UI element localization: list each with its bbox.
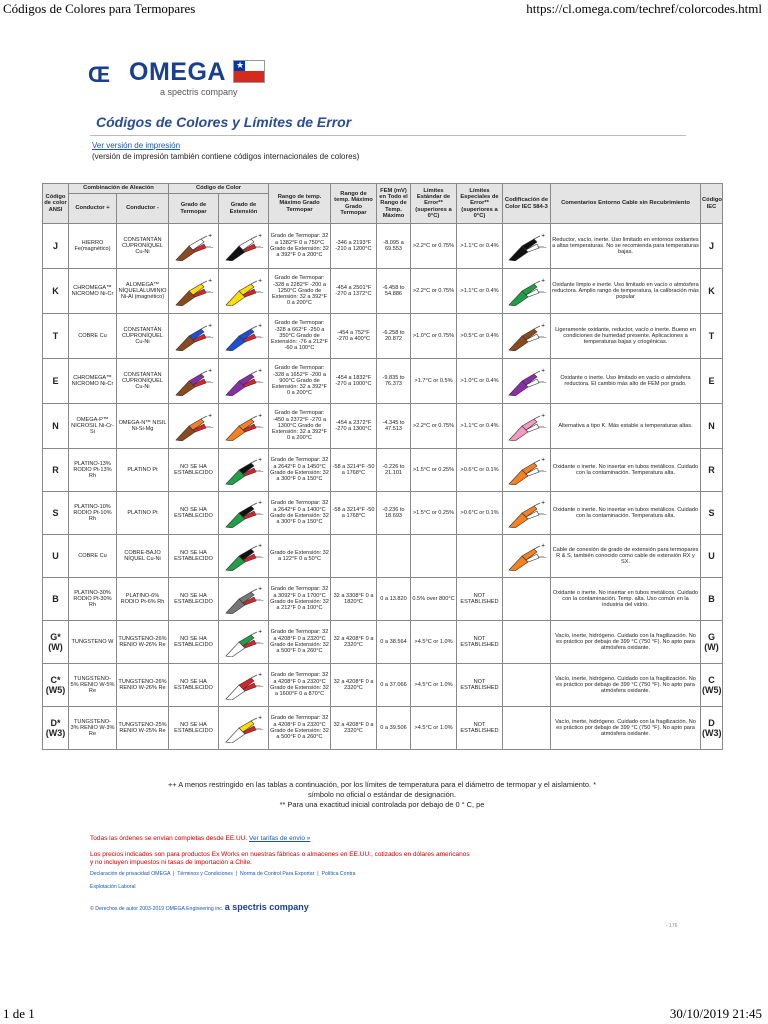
cell-emf: -9.835 to 76.373 — [377, 359, 411, 404]
cell-conductor-neg: TUNGSTENO-26% RENIO W-26% Re — [117, 664, 169, 707]
cell-special-limits: >0.6°C or 0.1% — [457, 492, 503, 535]
cell-emf: 0 a 38.564 — [377, 621, 411, 664]
cell-emf: -6.458 to 54.886 — [377, 269, 411, 314]
cell-ansi-code: N — [43, 404, 69, 449]
cell-special-limits: NOT ESTABLISHED — [457, 707, 503, 750]
cell-range: Grado de Termopar: -328 a 662°F -250 a 350°C Grado de Extensión: -76 a 212°F -60 a 100°C — [269, 314, 331, 359]
svg-text:–: – — [260, 641, 263, 647]
iec-color-swatch-icon — [506, 455, 548, 485]
cell-iec-color — [503, 578, 551, 621]
iec-color-swatch-icon — [506, 276, 548, 306]
tc-color-swatch-icon — [173, 231, 215, 261]
svg-text:+: + — [257, 629, 262, 635]
cell-emf: 0 a 13.820 — [377, 578, 411, 621]
cell-conductor-neg: TUNGSTENO-25% RENIO W-25% Re — [117, 707, 169, 750]
svg-text:–: – — [260, 598, 263, 604]
cell-conductor-neg: PLATINO Pt — [117, 492, 169, 535]
cell-range: Grado de Extensión: 32 a 122°F 0 a 50°C — [269, 535, 331, 578]
svg-text:+: + — [257, 457, 262, 463]
order-text: Todas las órdenes se envían completas desde EE.UU. — [90, 835, 248, 842]
export-link[interactable]: Norma de Control Para Exportar — [239, 871, 315, 877]
cell-max-range: -454 a 2372°F -270 a 1300°C — [331, 404, 377, 449]
cell-conductor-neg: OMEGA-N™ NISIL Ni-Si-Mg — [117, 404, 169, 449]
svg-text:+: + — [540, 278, 545, 284]
cell-grade-tc: NO SE HA ESTABLECIDO — [169, 449, 219, 492]
cell-range: Grado de Termopar: 32 a 2642°F 0 a 1450°C Grado de Extensión: 32 a 300°F 0 a 150°C — [269, 449, 331, 492]
cell-conductor-neg: PLATINO Pt — [117, 449, 169, 492]
svg-text:+: + — [257, 500, 262, 506]
svg-text:–: – — [543, 290, 546, 296]
labor-link[interactable]: Explotación Laboral — [90, 884, 136, 890]
svg-text:–: – — [260, 727, 263, 733]
cell-iec-code: R — [701, 449, 723, 492]
print-version-link[interactable]: Ver versión de impresión — [92, 141, 181, 150]
cell-grade-ext — [219, 492, 269, 535]
cell-emf: 0 a 37.066 — [377, 664, 411, 707]
cell-max-range: 32 a 3308°F 0 a 1820°C — [331, 578, 377, 621]
cell-special-limits: NOT ESTABLISHED — [457, 578, 503, 621]
cell-conductor-pos: COBRE Cu — [69, 535, 117, 578]
cell-comments: Vacío, inerte, hidrógeno. Cuidado con la fragilización. No es práctico por debajo de 399 °C (750 °F). No apto para atmósfera oxidante. — [551, 707, 701, 750]
svg-text:+: + — [540, 323, 545, 329]
cell-conductor-neg: CONSTANTÁN CUPRONÍQUEL Cu-Ni — [117, 359, 169, 404]
cell-conductor-neg: CONSTANTÁN CUPRONÍQUEL Cu-Ni — [117, 224, 169, 269]
cell-ansi-code: E — [43, 359, 69, 404]
table-row — [43, 404, 723, 449]
cell-ansi-code: D* (W3) — [43, 707, 69, 750]
svg-text:–: – — [543, 469, 546, 475]
cell-max-range: -454 a 2501°F -270 a 1372°C — [331, 269, 377, 314]
footnotes — [42, 780, 722, 810]
cell-ansi-code: R — [43, 449, 69, 492]
cell-conductor-neg: PLATINO-6% RODIO Pt-6% Rh — [117, 578, 169, 621]
cell-ansi-code: S — [43, 492, 69, 535]
title-divider — [90, 135, 686, 136]
cell-special-limits: >1.0°C or 0.4% — [457, 359, 503, 404]
footer-links: Declaración de privacidad OMEGA | Términos y Condiciones | Norma de Control Para Exportar | Política Contra — [90, 871, 356, 877]
cell-grade-tc — [169, 359, 219, 404]
cell-iec-code: C (W5) — [701, 664, 723, 707]
table-row — [43, 314, 723, 359]
svg-text:+: + — [257, 543, 262, 549]
svg-text:+: + — [207, 233, 212, 239]
cell-grade-tc: NO SE HA ESTABLECIDO — [169, 535, 219, 578]
ext-color-swatch-icon — [223, 276, 265, 306]
svg-text:+: + — [257, 323, 262, 329]
page-marker: - 176 — [666, 923, 678, 929]
print-version-note: (versión de impresión también contiene códigos internacionales de colores) — [92, 152, 360, 161]
shipping-rates-link[interactable]: Ver tarifas de envío » — [248, 835, 311, 842]
iec-color-swatch-icon — [506, 231, 548, 261]
cell-conductor-neg: CONSTANTÁN CUPRONÍQUEL Cu-Ni — [117, 314, 169, 359]
ext-color-swatch-icon — [223, 670, 265, 700]
table-row — [43, 492, 723, 535]
th-range-tc: Rango de temp. Máximo Grado Termopar — [331, 184, 377, 224]
svg-text:–: – — [210, 245, 213, 251]
cell-max-range: -58 a 3214°F -50 a 1768°C — [331, 492, 377, 535]
cell-range: Grado de Termopar: 32 a 4208°F 0 a 2320°C Grado de Extensión: 32 a 500°F 0 a 260°C — [269, 707, 331, 750]
cell-max-range: 32 a 4208°F 0 a 2320°C — [331, 621, 377, 664]
cell-iec-color — [503, 224, 551, 269]
cell-comments: Ligeramente oxidante, reductor, vacío o inerte. Bueno en condiciones de humedad presente. Aplicaciones a temperaturas bajas y criogénicas. — [551, 314, 701, 359]
omega-logo-symbol: Œ — [88, 62, 110, 87]
cell-special-limits: >1.1°C or 0.4% — [457, 269, 503, 314]
cell-iec-code: T — [701, 314, 723, 359]
cell-special-limits: NOT ESTABLISHED — [457, 621, 503, 664]
cell-conductor-pos: PLATINO-13% RODIO Pt-13% Rh — [69, 449, 117, 492]
cell-comments: Oxidante o inerte. Uso limitado en vacío o atmósfera reductora. El cambio más alto de FEM por grado. — [551, 359, 701, 404]
cell-special-limits: >1.1°C or 0.4% — [457, 404, 503, 449]
cell-iec-color — [503, 314, 551, 359]
cell-emf — [377, 535, 411, 578]
cell-conductor-pos: CHROMEGA™ NICROMO Ni-Cr — [69, 269, 117, 314]
cell-range: Grado de Termopar: 32 a 3092°F 0 a 1700°C Grado de Extensión: 32 a 212°F 0 a 100°C — [269, 578, 331, 621]
cell-grade-tc — [169, 224, 219, 269]
svg-text:–: – — [260, 512, 263, 518]
cell-iec-code: K — [701, 269, 723, 314]
svg-text:–: – — [210, 335, 213, 341]
cell-conductor-neg: TUNGSTENO-26% RENIO W-26% Re — [117, 621, 169, 664]
cell-grade-ext — [219, 707, 269, 750]
table-row — [43, 621, 723, 664]
cell-iec-color — [503, 449, 551, 492]
svg-text:–: – — [260, 245, 263, 251]
cell-max-range: -346 a 2193°F -210 a 1200°C — [331, 224, 377, 269]
th-std-limits: Límites Estándar de Error** (superiores a 0°C) — [411, 184, 457, 224]
page-title: Códigos de Colores y Límites de Error — [96, 114, 352, 130]
ext-color-swatch-icon — [223, 713, 265, 743]
cell-emf: -4.345 to 47.513 — [377, 404, 411, 449]
svg-text:+: + — [540, 368, 545, 374]
cell-iec-color — [503, 492, 551, 535]
cell-std-limits: >4.5°C or 1.0% — [411, 707, 457, 750]
cell-iec-code: U — [701, 535, 723, 578]
svg-text:–: – — [210, 425, 213, 431]
cell-grade-tc — [169, 269, 219, 314]
tc-color-swatch-icon — [173, 366, 215, 396]
cell-iec-color — [503, 359, 551, 404]
cell-conductor-pos: PLATINO-30% RODIO Pt-30% Rh — [69, 578, 117, 621]
svg-text:+: + — [257, 672, 262, 678]
omega-logo-name: OMEGA — [129, 58, 226, 86]
cell-ansi-code: K — [43, 269, 69, 314]
cell-std-limits: >2.2°C or 0.75% — [411, 224, 457, 269]
cell-std-limits: >4.5°C or 1.0% — [411, 664, 457, 707]
cell-ansi-code: U — [43, 535, 69, 578]
cell-conductor-pos: HIERRO Fe(magnético) — [69, 224, 117, 269]
tc-color-swatch-icon — [173, 321, 215, 351]
browser-url: https://cl.omega.com/techref/colorcodes.html — [526, 1, 762, 16]
cell-grade-ext — [219, 269, 269, 314]
cell-special-limits: >1.1°C or 0.4% — [457, 224, 503, 269]
cell-grade-tc: NO SE HA ESTABLECIDO — [169, 621, 219, 664]
logo-subtitle: a spectris company — [160, 87, 238, 97]
table-row — [43, 707, 723, 750]
cell-emf: 0 a 39.506 — [377, 707, 411, 750]
cell-special-limits — [457, 535, 503, 578]
cell-conductor-pos: CHROMEGA™ NICROMO Ni-Cr — [69, 359, 117, 404]
ext-color-swatch-icon — [223, 627, 265, 657]
cell-conductor-neg: ALOMEGA™ NÍQUELALUMINIO Ni-Al (magnético) — [117, 269, 169, 314]
footnote-2: símbolo no oficial o estándar de designación. — [308, 790, 456, 799]
th-grade-ext: Grado de Extensión — [219, 194, 269, 224]
svg-text:–: – — [260, 555, 263, 561]
omega-logo[interactable] — [88, 60, 268, 100]
cell-grade-ext — [219, 404, 269, 449]
cell-grade-ext — [219, 535, 269, 578]
table-row — [43, 224, 723, 269]
svg-text:–: – — [543, 512, 546, 518]
cell-grade-tc: NO SE HA ESTABLECIDO — [169, 492, 219, 535]
cell-ansi-code: B — [43, 578, 69, 621]
tc-color-swatch-icon — [173, 276, 215, 306]
svg-text:–: – — [260, 469, 263, 475]
table-row — [43, 578, 723, 621]
svg-text:+: + — [540, 543, 545, 549]
table-row — [43, 359, 723, 404]
svg-text:+: + — [257, 278, 262, 284]
cell-conductor-pos: TUNGSTENO-3% RENIO W-3% Re — [69, 707, 117, 750]
cell-conductor-pos: TUNGSTENO-5% RENIO W-5% Re — [69, 664, 117, 707]
cell-conductor-neg: COBRE-BAJO NÍQUEL Cu-Ni — [117, 535, 169, 578]
cell-special-limits: >0.6°C or 0.1% — [457, 449, 503, 492]
cell-comments: Vacío, inerte, hidrógeno. Cuidado con la fragilización. No es práctico por debajo de 399 °C (750 °F). No apto para atmósfera oxidante. — [551, 621, 701, 664]
cell-range: Grado de Termopar: 32 a 4208°F 0 a 2320°C Grado de Extensión: 32 a 1600°F 0 a 870°C — [269, 664, 331, 707]
cell-emf: -8.095 a 69.553 — [377, 224, 411, 269]
table-row — [43, 269, 723, 314]
svg-text:–: – — [543, 425, 546, 431]
th-grade-tc: Grado de Termopar — [169, 194, 219, 224]
order-notice — [90, 835, 310, 842]
cell-std-limits: 0.5% over 800°C — [411, 578, 457, 621]
svg-text:–: – — [260, 684, 263, 690]
table-row — [43, 535, 723, 578]
svg-text:+: + — [257, 586, 262, 592]
th-special-limits: Límites Especiales de Error** (superiores a 0°C) — [457, 184, 503, 224]
cell-std-limits: >1.5°C or 0.25% — [411, 449, 457, 492]
th-ansi: Código de color ANSI — [43, 184, 69, 224]
cell-grade-tc — [169, 404, 219, 449]
iec-color-swatch-icon — [506, 366, 548, 396]
iec-color-swatch-icon — [506, 541, 548, 571]
svg-text:–: – — [543, 245, 546, 251]
ext-color-swatch-icon — [223, 411, 265, 441]
th-conductor-pos: Conductor + — [69, 194, 117, 224]
cell-grade-tc — [169, 314, 219, 359]
cell-comments: Reductor, vacío, inerte. Uso limitado en entornos oxidantes a altas temperaturas. No se recomienda para temperaturas bajas. — [551, 224, 701, 269]
svg-text:–: – — [260, 380, 263, 386]
cell-max-range: -58 a 3214°F -50 a 1768°C — [331, 449, 377, 492]
cell-ansi-code: T — [43, 314, 69, 359]
cell-comments: Oxidante o inerte. No insertar en tubos metálicos. Cuidado con la contaminación. Temperatura alta. — [551, 492, 701, 535]
browser-page-count: 1 de 1 — [3, 1006, 35, 1021]
svg-text:–: – — [210, 380, 213, 386]
cell-range: Grado de Termopar: -328 a 1652°F -200 a 900°C Grado de Extensión: 32 a 392°F 0 a 200°C — [269, 359, 331, 404]
svg-text:+: + — [257, 233, 262, 239]
th-conductor-neg: Conductor - — [117, 194, 169, 224]
th-range: Rango de temp. Máximo Grado Termopar — [269, 184, 331, 224]
ext-color-swatch-icon — [223, 321, 265, 351]
th-iec-color: Codificación de Color IEC 584-3 — [503, 184, 551, 224]
cell-iec-color — [503, 535, 551, 578]
cell-ansi-code: G* (W) — [43, 621, 69, 664]
cell-iec-color — [503, 707, 551, 750]
cell-comments: Vacío, inerte, hidrógeno. Cuidado con la fragilización. No es práctico por debajo de 399 °C (750 °F). No apto para atmósfera oxidante. — [551, 664, 701, 707]
policy-link[interactable]: Política Contra — [321, 871, 356, 877]
svg-text:–: – — [210, 290, 213, 296]
cell-std-limits: >1.5°C or 0.25% — [411, 492, 457, 535]
cell-iec-code: S — [701, 492, 723, 535]
cell-comments: Alternativa a tipo K. Más estable a temperaturas altas. — [551, 404, 701, 449]
privacy-link[interactable]: Declaración de privacidad OMEGA — [90, 871, 171, 877]
cell-grade-ext — [219, 224, 269, 269]
cell-emf: -0.236 to 18.693 — [377, 492, 411, 535]
cell-max-range: 32 a 4208°F 0 a 2320°C — [331, 664, 377, 707]
cell-iec-color — [503, 664, 551, 707]
cell-iec-color — [503, 269, 551, 314]
cell-iec-code: E — [701, 359, 723, 404]
prices-notice: Los precios indicados son para productos Ex Works en nuestras fábricas o almacenes en EE.UU., cotizados en dólares americanos y no incluyen impuestos ni tasas de importación a Chile. — [90, 851, 470, 866]
ext-color-swatch-icon — [223, 498, 265, 528]
svg-text:+: + — [207, 278, 212, 284]
cell-range: Grado de Termopar: 32 a 2642°F 0 a 1400°C Grado de Extensión: 32 a 300°F 0 a 150°C — [269, 492, 331, 535]
cell-comments: Cable de conexión de grado de extensión para termopares R & S, también conocido como cable de extensión RX y SX. — [551, 535, 701, 578]
svg-text:–: – — [260, 425, 263, 431]
cell-max-range: -454 a 1832°F -270 a 1000°C — [331, 359, 377, 404]
cell-grade-tc: NO SE HA ESTABLECIDO — [169, 664, 219, 707]
svg-text:+: + — [257, 368, 262, 374]
cell-ansi-code: C* (W5) — [43, 664, 69, 707]
svg-text:–: – — [260, 335, 263, 341]
copyright-text: © Derechos de autor 2003-2019 OMEGA Engineering inc. — [90, 906, 224, 912]
ext-color-swatch-icon — [223, 541, 265, 571]
cell-iec-code: G (W) — [701, 621, 723, 664]
tc-color-swatch-icon — [173, 411, 215, 441]
svg-text:–: – — [543, 555, 546, 561]
copyright — [90, 902, 309, 912]
th-emf: FEM (mV) en Todo el Rango de Temp. Máximo — [377, 184, 411, 224]
ext-color-swatch-icon — [223, 455, 265, 485]
cell-conductor-pos: PLATINO-10% RODIO Pt-10% Rh — [69, 492, 117, 535]
th-comments: Comentarios Entorno Cable sin Recubrimiento — [551, 184, 701, 224]
iec-color-swatch-icon — [506, 321, 548, 351]
svg-text:+: + — [257, 413, 262, 419]
cell-iec-color — [503, 404, 551, 449]
cell-grade-ext — [219, 578, 269, 621]
table-row — [43, 664, 723, 707]
cell-std-limits — [411, 535, 457, 578]
cell-range: Grado de Termopar: -450 a 2372°F -270 a 1300°C Grado de Extensión: 32 a 392°F 0 a 200°C — [269, 404, 331, 449]
cell-std-limits: >2.2°C or 0.75% — [411, 269, 457, 314]
svg-text:+: + — [540, 500, 545, 506]
cell-iec-code: B — [701, 578, 723, 621]
chile-flag-icon: ★ — [233, 60, 265, 83]
svg-text:+: + — [257, 715, 262, 721]
iec-color-swatch-icon — [506, 411, 548, 441]
cell-special-limits: NOT ESTABLISHED — [457, 664, 503, 707]
cell-ansi-code: J — [43, 224, 69, 269]
cell-grade-ext — [219, 621, 269, 664]
cell-grade-ext — [219, 449, 269, 492]
th-iec-code: Código IEC — [701, 184, 723, 224]
color-code-table — [42, 183, 723, 750]
cell-grade-ext — [219, 359, 269, 404]
cell-emf: -6.258 to 20.872 — [377, 314, 411, 359]
browser-page-title: Códigos de Colores para Termopares — [3, 1, 196, 16]
cell-conductor-pos: TUNGSTENO W — [69, 621, 117, 664]
ext-color-swatch-icon — [223, 231, 265, 261]
cell-std-limits: >1.0°C or 0.75% — [411, 314, 457, 359]
spectris-logo: a spectris company — [224, 902, 309, 912]
cell-comments: Oxidante limpio e inerte. Uso limitado en vacío o atmósfera reductora. Amplio rango de temperatura, la calibración más popular — [551, 269, 701, 314]
cell-std-limits: >2.2°C or 0.75% — [411, 404, 457, 449]
cell-conductor-pos: OMEGA-P™ NICROSIL Ni-Cr-Si — [69, 404, 117, 449]
cell-range: Grado de Termopar: 32 a 4208°F 0 a 2320°C Grado de Extensión: 32 a 500°F 0 a 260°C — [269, 621, 331, 664]
th-color-code: Código de Color — [169, 184, 269, 194]
svg-text:+: + — [540, 413, 545, 419]
iec-color-swatch-icon — [506, 498, 548, 528]
footnote-3: ** Para una exactitud inicial controlada por debajo de 0 ° C, pe — [279, 800, 485, 809]
browser-datetime: 30/10/2019 21:45 — [669, 1006, 762, 1021]
svg-text:+: + — [207, 413, 212, 419]
svg-text:+: + — [540, 457, 545, 463]
cell-comments: Oxidante o inerte. No insertar en tubos metálicos. Cuidado con la contaminación. Temp. alta. Uso común en la industria del vidrio. — [551, 578, 701, 621]
cell-emf: -0.226 to 21.101 — [377, 449, 411, 492]
footnote-1: ++ A menos restringido en las tablas a continuación, por los límites de temperatura para el diámetro de termopar y el aislamiento. * — [167, 780, 597, 789]
ext-color-swatch-icon — [223, 366, 265, 396]
cell-max-range — [331, 535, 377, 578]
cell-grade-ext — [219, 314, 269, 359]
table-row — [43, 449, 723, 492]
cell-iec-color — [503, 621, 551, 664]
cell-comments: Oxidante o inerte. No insertar en tubos metálicos. Cuidado con la contaminación. Temperatura alta. — [551, 449, 701, 492]
cell-grade-tc: NO SE HA ESTABLECIDO — [169, 707, 219, 750]
cell-conductor-pos: COBRE Cu — [69, 314, 117, 359]
cell-special-limits: >0.5°C or 0.4% — [457, 314, 503, 359]
cell-range: Grado de Termopar: -328 a 2282°F -200 a 1250°C Grado de Extensión: 32 a 392°F 0 a 200°C — [269, 269, 331, 314]
svg-text:–: – — [543, 335, 546, 341]
terms-link[interactable]: Términos y Condiciones — [177, 871, 233, 877]
cell-std-limits: >4.5°C or 1.0% — [411, 621, 457, 664]
cell-grade-tc: NO SE HA ESTABLECIDO — [169, 578, 219, 621]
cell-iec-code: J — [701, 224, 723, 269]
cell-iec-code: D (W3) — [701, 707, 723, 750]
svg-text:+: + — [540, 233, 545, 239]
svg-text:+: + — [207, 323, 212, 329]
ext-color-swatch-icon — [223, 584, 265, 614]
cell-std-limits: >1.7°C or 0.5% — [411, 359, 457, 404]
svg-text:–: – — [543, 380, 546, 386]
cell-range: Grado de Termopar: 32 a 1382°F 0 a 750°C Grado de Extensión: 32 a 392°F 0 a 200°C — [269, 224, 331, 269]
svg-text:+: + — [207, 368, 212, 374]
cell-max-range: 32 a 4208°F 0 a 2320°C — [331, 707, 377, 750]
cell-max-range: -454 a 752°F -270 a 400°C — [331, 314, 377, 359]
svg-text:–: – — [260, 290, 263, 296]
th-alloy: Combinación de Aleación — [69, 184, 169, 194]
cell-iec-code: N — [701, 404, 723, 449]
cell-grade-ext — [219, 664, 269, 707]
